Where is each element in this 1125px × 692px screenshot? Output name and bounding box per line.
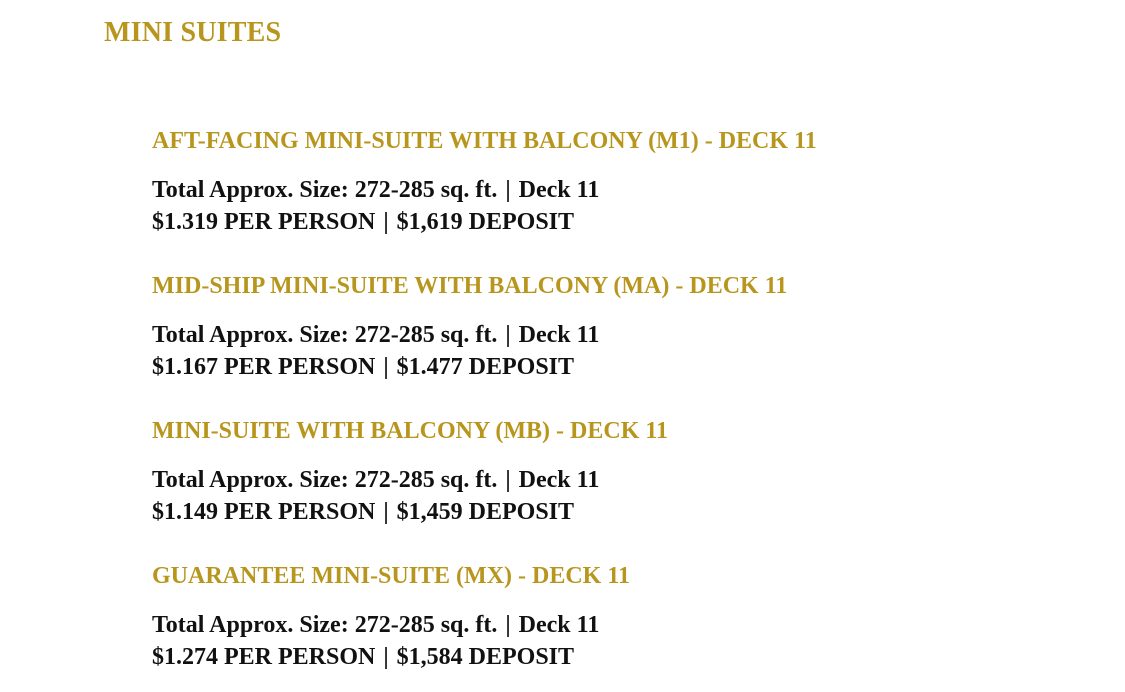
suite-price: $1.274 PER PERSON	[152, 644, 376, 670]
suite-details	[152, 609, 1052, 673]
suite-deck: Deck 11	[518, 612, 600, 638]
suite-size-line	[152, 609, 1052, 641]
separator: |	[505, 612, 511, 638]
section-title: MINI SUITES	[104, 17, 282, 48]
separator: |	[505, 322, 511, 348]
suite-size-line	[152, 319, 1052, 351]
suite-details	[152, 319, 1052, 383]
suite-deposit: $1,584 DEPOSIT	[396, 644, 575, 670]
suite-size: Total Approx. Size: 272-285 sq. ft.	[152, 612, 498, 638]
separator: |	[505, 177, 511, 203]
suite-entry-mb	[152, 415, 1052, 528]
suite-deck: Deck 11	[518, 322, 600, 348]
suite-title: GUARANTEE MINI-SUITE (MX) - DECK 11	[152, 563, 631, 589]
separator: |	[383, 209, 389, 235]
suite-deck: Deck 11	[518, 467, 600, 493]
suite-title: MINI-SUITE WITH BALCONY (MB) - DECK 11	[152, 418, 669, 444]
suite-price: $1.319 PER PERSON	[152, 209, 376, 235]
suite-details	[152, 174, 1052, 238]
suite-price-line	[152, 351, 1052, 383]
suite-size-line	[152, 464, 1052, 496]
separator: |	[383, 354, 389, 380]
suite-details	[152, 464, 1052, 528]
suite-entry-m1	[152, 125, 1052, 238]
suite-deposit: $1.477 DEPOSIT	[396, 354, 575, 380]
suite-price: $1.167 PER PERSON	[152, 354, 376, 380]
suite-price-line	[152, 641, 1052, 673]
suite-size: Total Approx. Size: 272-285 sq. ft.	[152, 177, 498, 203]
separator: |	[383, 644, 389, 670]
suite-deposit: $1,619 DEPOSIT	[396, 209, 575, 235]
suite-deposit: $1,459 DEPOSIT	[396, 499, 575, 525]
suite-size: Total Approx. Size: 272-285 sq. ft.	[152, 467, 498, 493]
suite-deck: Deck 11	[518, 177, 600, 203]
separator: |	[505, 467, 511, 493]
suite-price: $1.149 PER PERSON	[152, 499, 376, 525]
suite-title: AFT-FACING MINI-SUITE WITH BALCONY (M1) - DECK 11	[152, 128, 817, 154]
suite-title: MID-SHIP MINI-SUITE WITH BALCONY (MA) - DECK 11	[152, 273, 788, 299]
separator: |	[383, 499, 389, 525]
suite-entry-ma	[152, 270, 1052, 383]
suite-size-line	[152, 174, 1052, 206]
suite-price-line	[152, 496, 1052, 528]
suite-entry-mx	[152, 560, 1052, 673]
suite-size: Total Approx. Size: 272-285 sq. ft.	[152, 322, 498, 348]
suite-price-line	[152, 206, 1052, 238]
